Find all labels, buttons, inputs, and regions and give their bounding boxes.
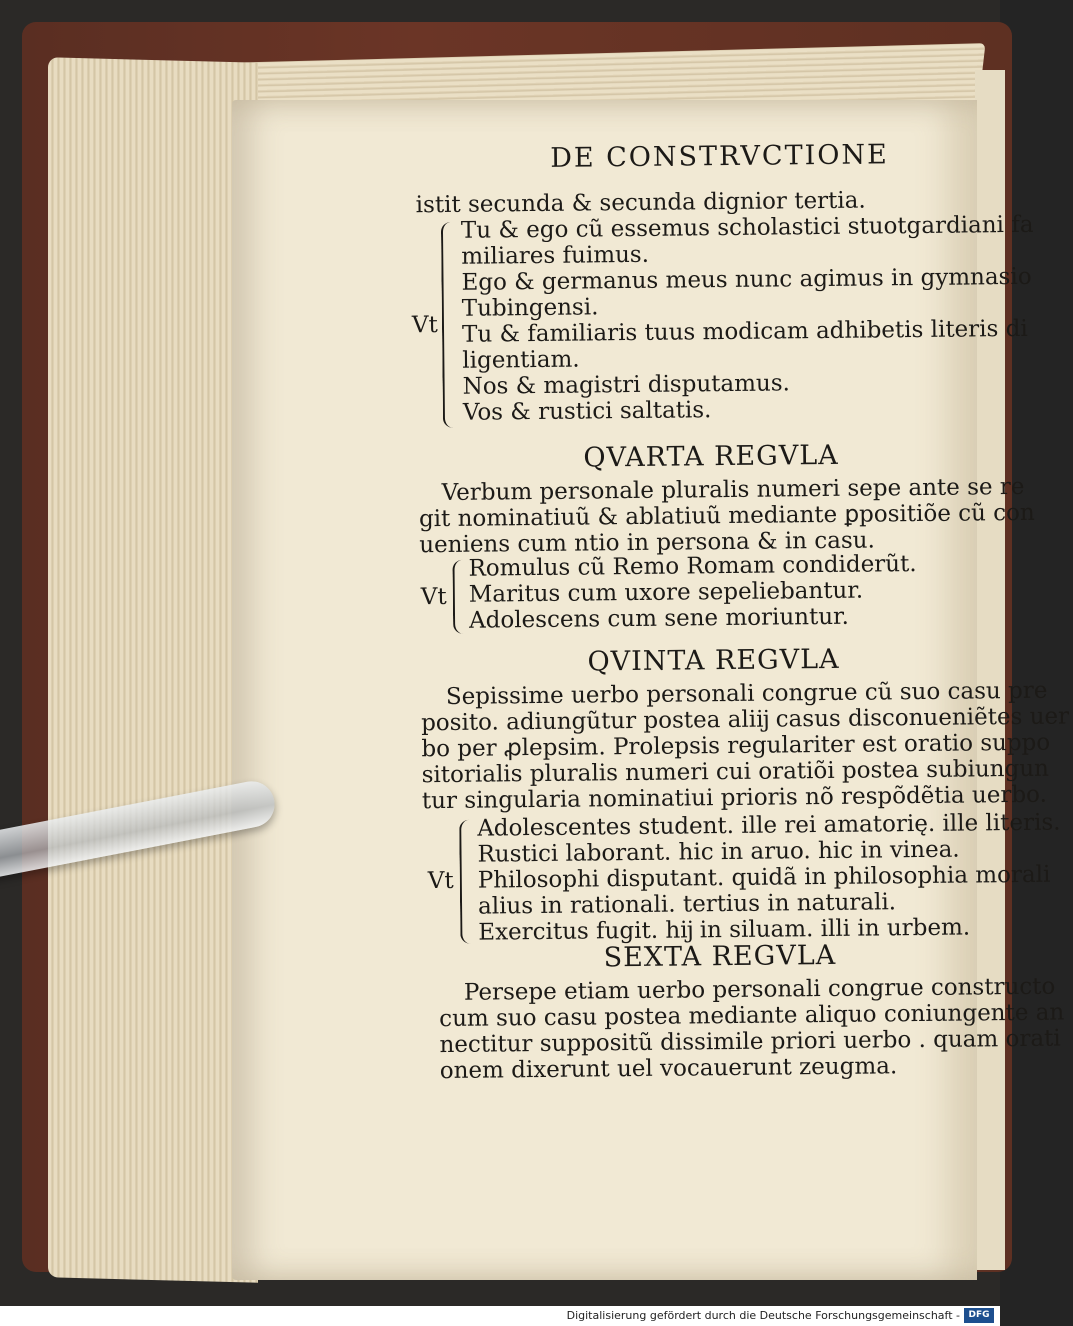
rule-line: bo per ꝓlepsim. Prolepsis regulariter est oratio suppo — [421, 729, 1051, 763]
example-marker: Vt — [427, 867, 454, 895]
example-line: miliares fuimus. — [461, 241, 650, 270]
example-marker: Vt — [420, 583, 447, 611]
dfg-logo: DFG — [964, 1308, 994, 1323]
brace — [459, 820, 476, 944]
rule-line: Verbum personale pluralis numeri sepe ante se re — [441, 473, 1025, 507]
example-line: Adolescentes student. ille rei amatorię. ille literis. — [477, 809, 1061, 842]
example-line: Vos & rustici saltatis. — [462, 397, 712, 426]
rule-line: posito. adiungũtur postea aliĳ casus disconueniẽtes uer — [421, 703, 1070, 737]
running-head: DE CONSTRVCTIONE — [550, 139, 889, 174]
example-line: Tu & familiaris tuus modicam adhibetis literis di — [461, 315, 1028, 348]
rule-line: cum suo casu postea mediante aliquo coniungente an — [439, 999, 1065, 1033]
section-heading: QVINTA REGVLA — [587, 643, 840, 678]
example-line: Nos & magistri disputamus. — [462, 370, 791, 400]
rule-line: Persepe etiam uerbo personali congrue constructo — [463, 973, 1056, 1006]
example-line: Romulus cũ Remo Romam condiderũt. — [468, 551, 917, 582]
example-line: Ego & germanus meus nunc agimus in gymnasio — [461, 263, 1032, 296]
rule-line: git nominatiuũ & ablatiuũ mediante ꝑpositiõe cũ con — [418, 499, 1035, 533]
example-line: Maritus cum uxore sepeliebantur. — [468, 577, 864, 608]
rule-line: nectitur suppositũ dissimile priori uerbo . quam orati — [439, 1025, 1061, 1059]
section-heading: QVARTA REGVLA — [583, 439, 839, 474]
rule-line: tur singularia nominatiui prioris nõ respõdẽtia uerbo. — [421, 781, 1047, 815]
example-marker: Vt — [411, 312, 438, 339]
example-line: Adolescens cum sene moriuntur. — [468, 603, 849, 634]
example-line: Tu & ego cũ essemus scholastici stuotgardiani fa — [460, 211, 1034, 244]
rule-line: onem dixerunt uel vocauerunt zeugma. — [439, 1053, 898, 1085]
example-line: Rustici laborant. hic in aruo. hic in vinea. — [477, 836, 960, 868]
rule-line: sitorialis pluralis numeri cui oratiõi postea subiungun — [421, 755, 1050, 789]
example-line: Exercitus fugit. hĳ in siluam. illi in urbem. — [478, 914, 971, 946]
page-edges-side — [48, 57, 258, 1282]
example-line: Philosophi disputant. quidã in philosophia morali — [477, 861, 1051, 894]
facing-page-edge — [975, 70, 1005, 1270]
footer-credit: Digitalisierung gefördert durch die Deutsche Forschungsgemeinschaft - — [566, 1309, 960, 1322]
example-line: alius in rationali. tertius in naturali. — [477, 889, 897, 920]
text-line: istit secunda & secunda dignior tertia. — [415, 187, 866, 219]
rule-line: Sepissime uerbo personali congrue cũ suo casu pre — [445, 677, 1048, 710]
brace — [441, 222, 459, 428]
footer-bar — [0, 1306, 1000, 1326]
rule-line: ueniens cum ntio in persona & in casu. — [419, 527, 875, 559]
example-line: Tubingensi. — [461, 294, 599, 322]
brace — [452, 560, 469, 634]
example-line: ligentiam. — [462, 346, 580, 374]
section-heading: SEXTA REGVLA — [603, 939, 837, 974]
